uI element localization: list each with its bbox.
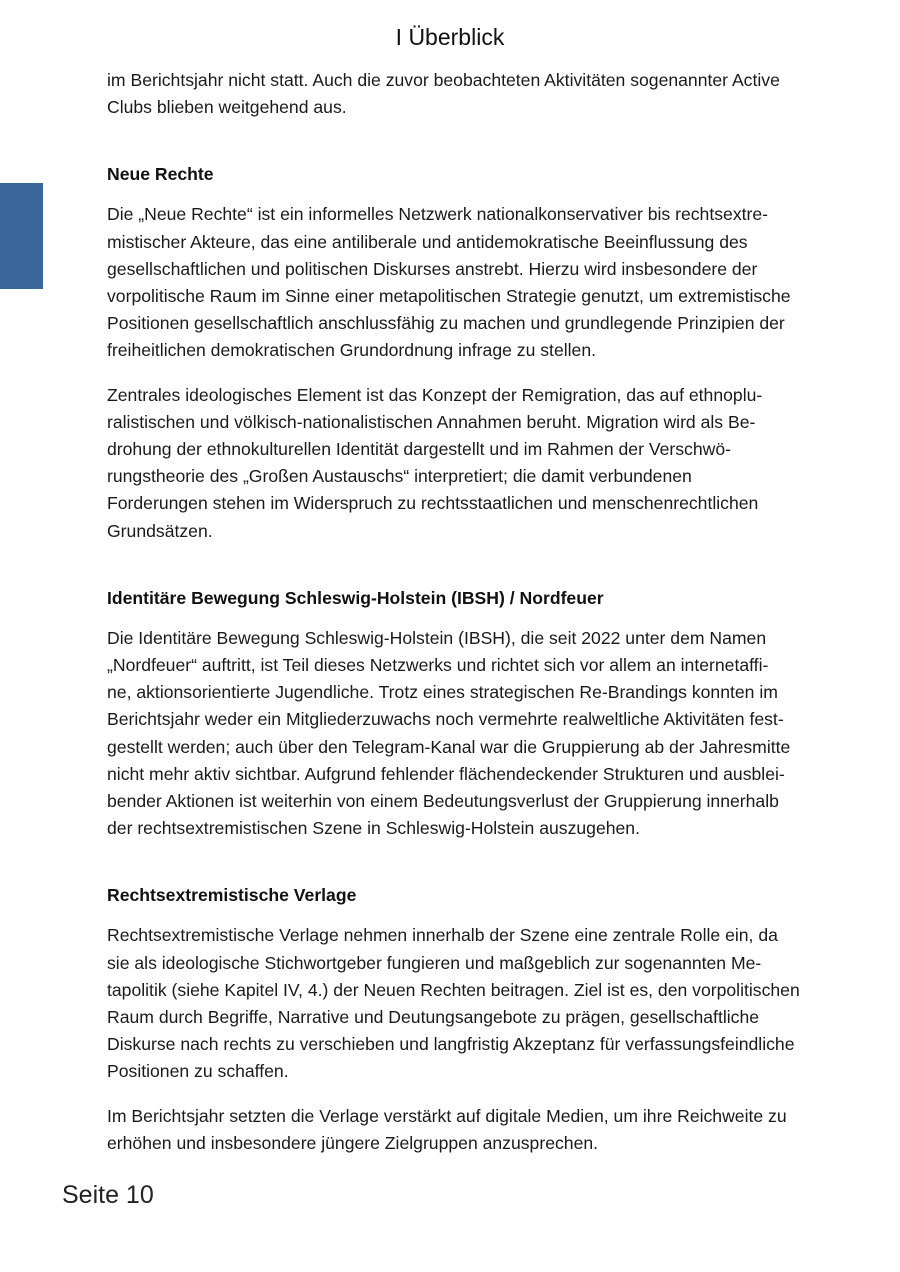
section-neue-rechte	[107, 161, 837, 544]
body-paragraph: Im Berichtsjahr setzten die Verlage verstärkt auf digitale Medien, um ihre Reichweite zu erhöhen und insbesondere jüngere Zielgruppen anzusprechen.	[107, 1105, 787, 1153]
body-paragraph: Rechtsextremistische Verlage nehmen innerhalb der Szene eine zentrale Rolle ein, da sie als ideologische Stichwortgeber fungieren und maßgeblich zur sogenannten Me- tapolitik (siehe Kapitel IV, 4.) der Neuen Rechten beitragen. Ziel ist es, den vorpolitischen Raum durch Begriffe, Narrative und Deutungsangebote zu prägen, gesellschaftliche Diskurse nach rechts zu verschieben und langfristig Akzeptanz für verfassungsfeindliche Positionen zu schaffen.	[107, 925, 800, 1082]
page-number: Seite 10	[62, 1181, 154, 1209]
section-heading: Rechtsextremistische Verlage	[107, 885, 357, 906]
section-verlage	[107, 882, 837, 1157]
main-content	[107, 67, 837, 1157]
section-heading: Neue Rechte	[107, 164, 214, 185]
section-heading: Identitäre Bewegung Schleswig-Holstein (IBSH) / Nordfeuer	[107, 587, 604, 608]
body-paragraph: Zentrales ideologisches Element ist das Konzept der Remigration, das auf ethnoplu- ralistischen und völkisch-nationalistischen Annahmen beruht. Migration wird als Be- drohung der ethnokulturellen Identität dargestellt und im Rahmen der Verschwö- rungstheorie des „Großen Austauschs“ interpretiert; die damit verbundenen Forderungen stehen im Widerspruch zu rechtsstaatlichen und menschenrechtlichen Grundsätzen.	[107, 384, 763, 541]
page-title: I Überblick	[395, 24, 505, 50]
chapter-marker-tab	[0, 183, 43, 289]
body-paragraph: Die Identitäre Bewegung Schleswig-Holstein (IBSH), die seit 2022 unter dem Namen „Nordfeuer“ auftritt, ist Teil dieses Netzwerks und richtet sich vor allem an internetaffi- ne, aktionsorientierte Jugendliche. Trotz eines strategischen Re-Brandings konnten im Berichtsjahr weder ein Mitgliederzuwachs noch vermehrte realweltliche Aktivitäten fest- gestellt werden; auch über den Telegram-Kanal war die Gruppierung ab der Jahresmitte nicht mehr aktiv sichtbar. Aufgrund fehlender flächendeckender Strukturen und ausblei- bender Aktionen ist weiterhin von einem Bedeutungsverlust der Gruppierung innerhalb der rechtsextremistischen Szene in Schleswig-Holstein auszugehen.	[107, 627, 791, 839]
intro-paragraph: im Berichtsjahr nicht statt. Auch die zuvor beobachteten Aktivitäten sogenannter Active Clubs blieben weitgehend aus.	[107, 70, 780, 118]
section-ibsh-nordfeuer	[107, 585, 837, 843]
body-paragraph: Die „Neue Rechte“ ist ein informelles Netzwerk nationalkonservativer bis rechtsextre- mistischer Akteure, das eine antiliberale und antidemokratische Beeinflussung des gesellschaftlichen und politischen Diskurses anstrebt. Hierzu wird insbesondere der vorpolitische Raum im Sinne einer metapolitischen Strategie genutzt, um extremistische Positionen gesellschaftlich anschlussfähig zu machen und grundlegende Prinzipien der freiheitlichen demokratischen Grundordnung infrage zu stellen.	[107, 204, 791, 361]
